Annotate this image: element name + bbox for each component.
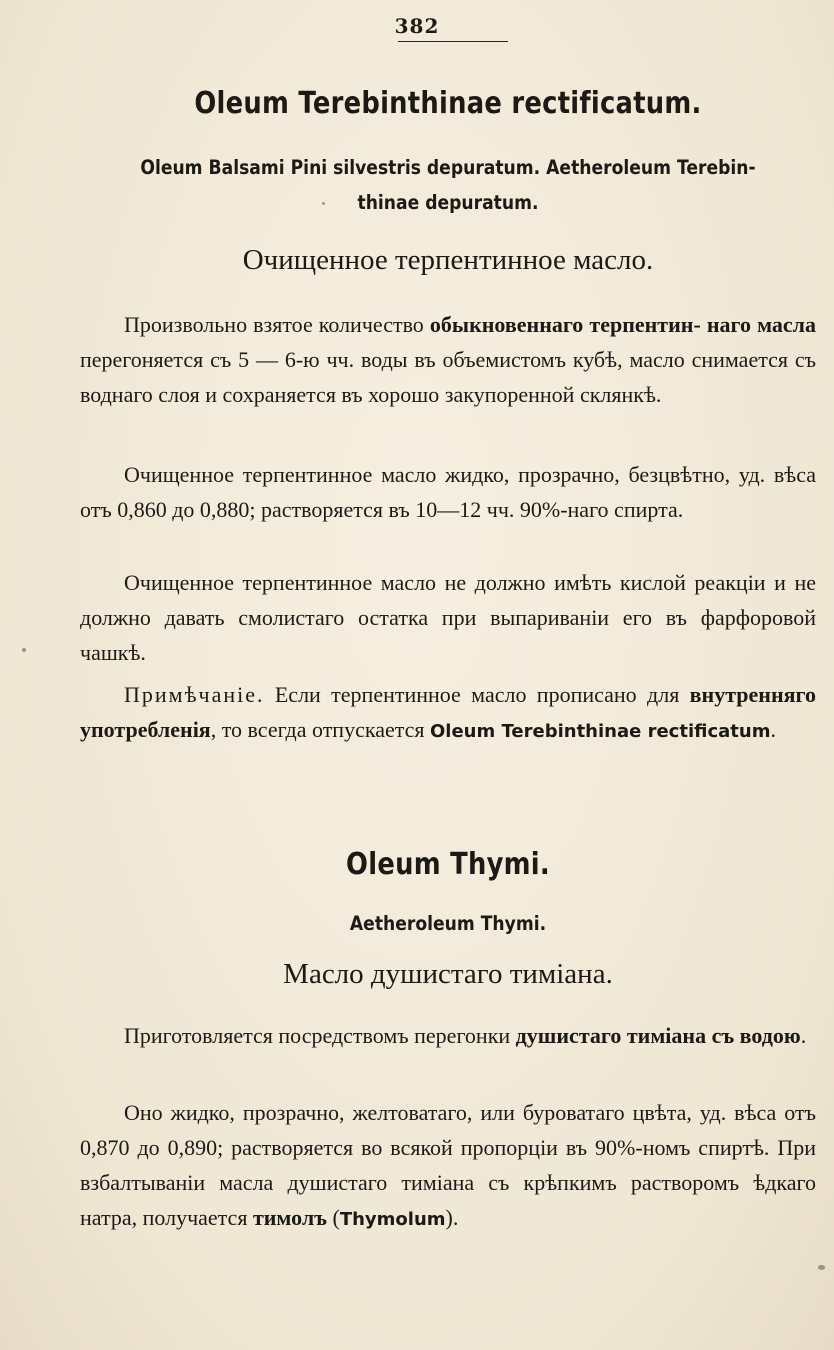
section1-latin-title: Oleum Terebinthinae rectificatum. bbox=[194, 86, 702, 121]
section2-synonym: Aetheroleum Thymi. bbox=[349, 912, 547, 935]
s2p1-text-a: Приготовляется посредствомъ перегонки bbox=[124, 1023, 516, 1048]
s2p2-text-a: Оно жидко, прозрачно, желтоватаго, или буроватаго цвѣта, уд. вѣса отъ 0,870 до 0,890; растворяется во всякой пропорціи въ 90%-номъ спиртѣ. При взбалтываніи масла душистаго тиміана съ крѣпкимъ растворомъ ѣдкаго натра, получается bbox=[80, 1100, 816, 1230]
s2p1-text-b: . bbox=[800, 1023, 807, 1048]
p1-bold-b: наго масла bbox=[706, 312, 817, 337]
p1-text-b: перегоняется съ 5 — 6-ю чч. воды въ объемистомъ кубѣ, масло снимается съ воднаго слоя и сохраняется въ хорошо закупоренной склянкѣ. bbox=[80, 347, 816, 407]
p4-text-a: Если терпентинное масло прописано для bbox=[264, 682, 690, 707]
section1-russian-title: Очищенное терпентинное масло. bbox=[242, 244, 654, 276]
p4-bold-a: внутренняго употребленія bbox=[80, 682, 816, 742]
s2p2-text-b: ( bbox=[327, 1205, 340, 1230]
page-number-rule bbox=[398, 41, 508, 42]
s2p2-bold-a: тимолъ bbox=[252, 1205, 328, 1230]
s2p2-text-c: ). bbox=[445, 1205, 459, 1230]
p4-bold-latin: Oleum Terebinthinae rectificatum bbox=[430, 721, 771, 742]
ink-speck bbox=[818, 1265, 825, 1270]
section1-paragraph-1 bbox=[80, 307, 816, 412]
section2-paragraph-1 bbox=[80, 1018, 816, 1053]
p1-text-a: Произвольно взятое количество bbox=[124, 312, 430, 337]
ink-speck bbox=[322, 202, 325, 205]
p4-text-b: , то всегда отпускается bbox=[210, 717, 430, 742]
section1-synonyms bbox=[124, 150, 772, 220]
section2-latin-title: Oleum Thymi. bbox=[346, 847, 550, 882]
section2-russian-title: Масло душистаго тиміана. bbox=[283, 958, 613, 990]
section1-synonyms-line2: thinae depuratum. bbox=[357, 191, 539, 214]
page-number: 382 bbox=[394, 14, 440, 38]
section2-paragraph-2 bbox=[80, 1095, 816, 1237]
ink-speck bbox=[22, 648, 26, 652]
section1-paragraph-4-note bbox=[80, 677, 816, 749]
s2p1-bold: душистаго тиміана съ водою bbox=[515, 1023, 801, 1048]
note-label: Примѣчаніе. bbox=[124, 682, 265, 707]
p1-bold-a: обыкновеннаго терпентин- bbox=[429, 312, 701, 337]
section1-paragraph-3: Очищенное терпентинное масло не должно имѣть кислой реакціи и не должно давать смолистаго остатка при выпариваніи его въ фарфоровой чашкѣ. bbox=[80, 570, 816, 665]
section1-synonyms-line1: Oleum Balsami Pini silvestris depuratum. Aetheroleum Terebin- bbox=[140, 156, 756, 179]
section1-paragraph-2: Очищенное терпентинное масло жидко, прозрачно, безцвѣтно, уд. вѣса отъ 0,860 до 0,880; растворяется въ 10—12 чч. 90%-наго спирта. bbox=[80, 462, 816, 522]
s2p2-bold-latin: Thymolum bbox=[339, 1209, 446, 1230]
p4-text-c: . bbox=[770, 717, 776, 742]
